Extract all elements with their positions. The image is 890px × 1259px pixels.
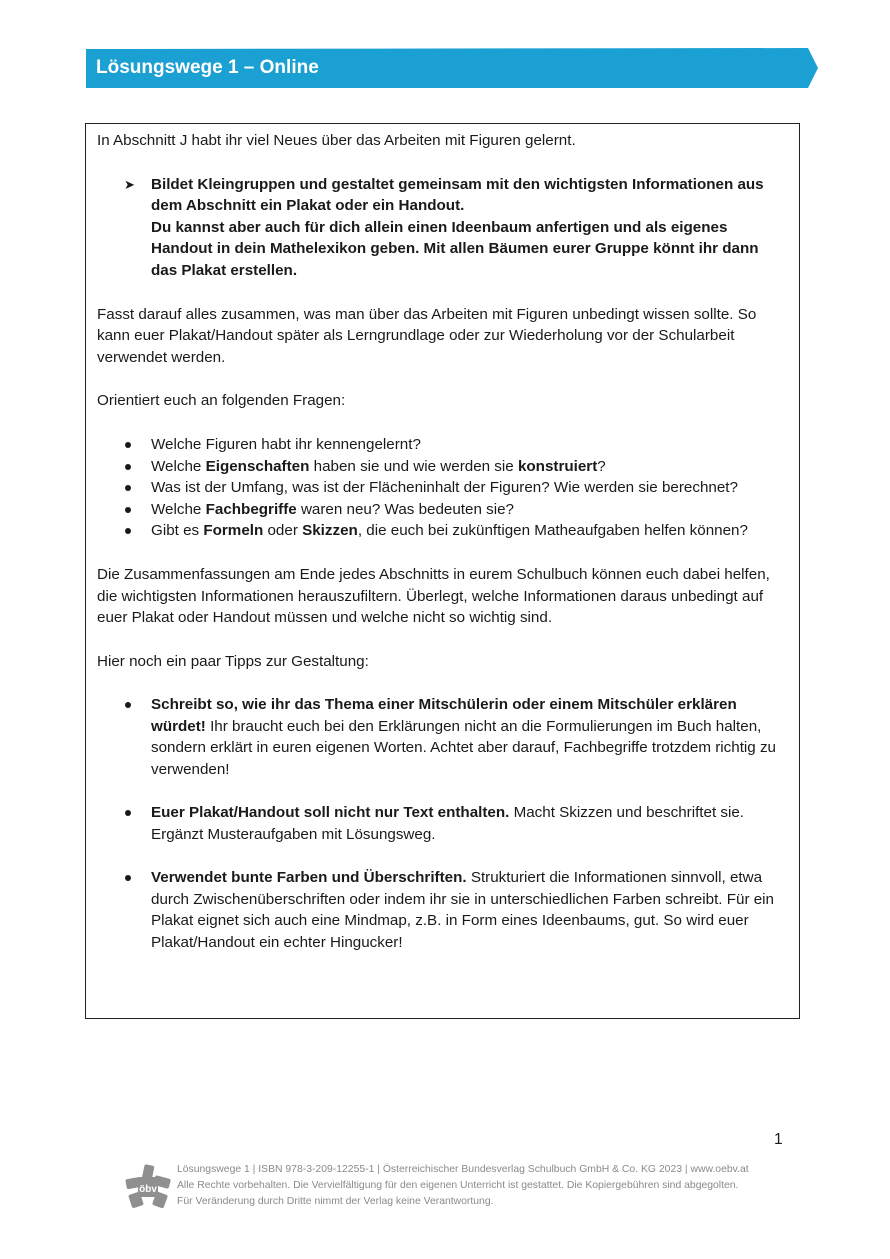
bullet-icon (125, 702, 131, 708)
list-item: Schreibt so, wie ihr das Thema einer Mitschülerin oder einem Mitschüler erklären würdet! Ihr braucht euch bei den Erklärungen nicht an die Formulierungen im Buch halten, sondern erklärt in euren eigenen Worten. Achtet aber darauf, Fachbegriffe trotzdem richtig zu verwenden! (97, 694, 787, 780)
footer-text (177, 1162, 817, 1210)
page-number: 1 (774, 1131, 783, 1148)
content-box (85, 123, 800, 1019)
intro-text: In Abschnitt J habt ihr viel Neues über das Arbeiten mit Figuren gelernt. (97, 132, 576, 149)
footer-line-1: Lösungswege 1 | ISBN 978-3-209-12255-1 | Österreichischer Bundesverlag Schulbuch GmbH & Co. KG 2023 | www.oebv.at (177, 1164, 749, 1175)
list-item: Welche Fachbegriffe waren neu? Was bedeuten sie? (97, 499, 787, 521)
tips-list (97, 694, 787, 953)
tips-intro: Hier noch ein paar Tipps zur Gestaltung: (97, 652, 369, 670)
bullet-icon (125, 528, 131, 534)
bullet-icon (125, 875, 131, 881)
summary-text: Fasst darauf alles zusammen, was man über das Arbeiten mit Figuren unbedingt wissen sollte. So kann euer Plakat/Handout später als Lerngrundlage oder zur Wiederholung vor der Schularbeit verwendet werden. (97, 305, 757, 366)
svg-text:öbv: öbv (139, 1184, 157, 1195)
list-item: Was ist der Umfang, was ist der Flächeninhalt der Figuren? Wie werden sie berechnet? (97, 477, 787, 499)
list-item: Verwendet bunte Farben und Überschriften. Strukturiert die Informationen sinnvoll, etwa durch Zwischenüberschriften oder indem ihr sie in unterschiedlichen Farben schreibt. Für ein Plakat eignet sich auch eine Mindmap, z.B. in Form eines Ideenbaums, gut. So wird euer Plakat/Handout ein echter Hingucker! (97, 867, 787, 953)
oebv-logo-icon (124, 1163, 172, 1211)
list-item: Welche Figuren habt ihr kennengelernt? (97, 434, 787, 456)
bullet-icon (125, 485, 131, 491)
list-item: Welche Eigenschaften haben sie und wie werden sie konstruiert? (97, 456, 787, 478)
task-item (97, 174, 787, 282)
footer-line-2: Alle Rechte vorbehalten. Die Vervielfältigung für den eigenen Unterricht ist gestattet. Die Kopiergebühren sind abgegolten. (177, 1180, 739, 1191)
bullet-icon (125, 464, 131, 470)
bullet-icon (125, 442, 131, 448)
bullet-icon (125, 507, 131, 513)
page-title: Lösungswege 1 – Online (96, 57, 319, 78)
arrow-bullet-icon: ➤ (124, 176, 135, 192)
questions-intro: Orientiert euch an folgenden Fragen: (97, 392, 346, 410)
header-banner (86, 48, 818, 88)
task-line-2: Du kannst aber auch für dich allein einen Ideenbaum anfertigen und als eigenes Handout in dein Mathelexikon geben. Mit allen Bäumen eurer Gruppe könnt ihr dann das Plakat erstellen. (151, 218, 759, 279)
chapter-summary-text: Die Zusammenfassungen am Ende jedes Abschnitts in eurem Schulbuch können euch dabei helfen, die wichtigsten Informationen herauszufiltern. Überlegt, welche Informationen daraus unbedingt auf euer Plakat oder Handout müssen und welche nicht so wichtig sind. (97, 565, 770, 627)
list-item: Euer Plakat/Handout soll nicht nur Text enthalten. Macht Skizzen und beschriftet sie. Ergänzt Musteraufgaben mit Lösungsweg. (97, 802, 787, 845)
list-item: Gibt es Formeln oder Skizzen, die euch bei zukünftigen Matheaufgaben helfen können? (97, 520, 787, 542)
questions-list (97, 434, 787, 542)
bullet-icon (125, 810, 131, 816)
footer-line-3: Für Veränderung durch Dritte nimmt der Verlag keine Verantwortung. (177, 1196, 494, 1207)
logo-graphic (124, 1163, 172, 1211)
task-line-1: Bildet Kleingruppen und gestaltet gemeinsam mit den wichtigsten Informationen aus dem Abschnitt ein Plakat oder ein Handout. (151, 175, 764, 215)
